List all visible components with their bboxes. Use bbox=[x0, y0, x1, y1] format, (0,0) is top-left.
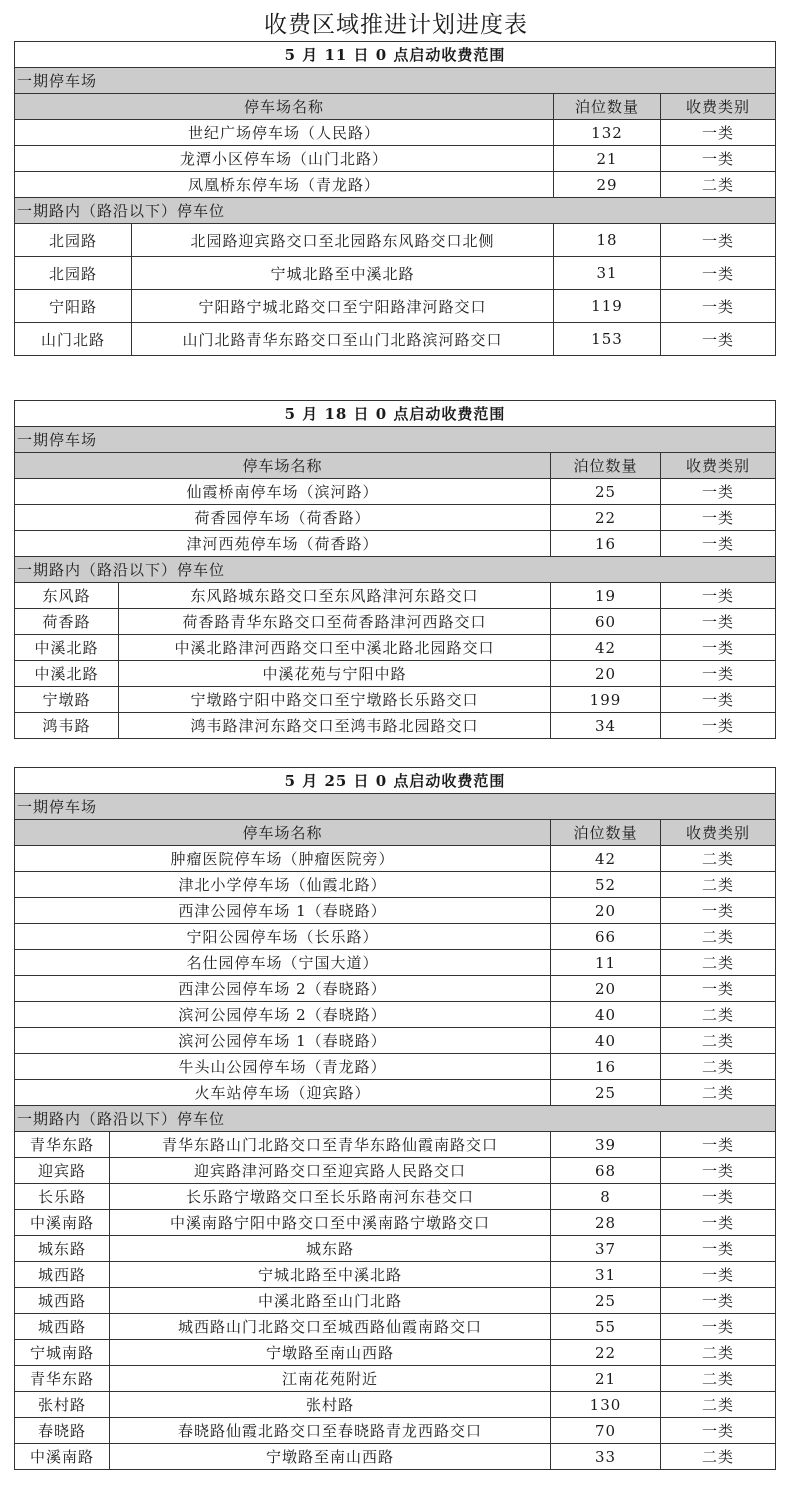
road-section: 荷香路青华东路交口至荷香路津河西路交口 bbox=[119, 609, 551, 635]
street-spaces: 21 bbox=[551, 1366, 661, 1392]
road-section: 鸿韦路津河东路交口至鸿韦路北园路交口 bbox=[119, 713, 551, 739]
lot-category: 一类 bbox=[661, 479, 776, 505]
table-row bbox=[15, 713, 776, 739]
street-spaces: 34 bbox=[551, 713, 661, 739]
street-category: 二类 bbox=[661, 1340, 776, 1366]
group-row bbox=[15, 1106, 776, 1132]
table-row bbox=[15, 583, 776, 609]
column-header-category: 收费类别 bbox=[661, 94, 776, 120]
lot-name: 滨河公园停车场 2（春晓路） bbox=[15, 1002, 551, 1028]
lot-spaces: 16 bbox=[551, 531, 661, 557]
lot-name: 仙霞桥南停车场（滨河路） bbox=[15, 479, 551, 505]
road-section: 城东路 bbox=[110, 1236, 551, 1262]
table-row bbox=[15, 257, 776, 290]
road-section: 宁城北路至中溪北路 bbox=[132, 257, 554, 290]
table-row bbox=[15, 976, 776, 1002]
street-category: 一类 bbox=[661, 635, 776, 661]
road-section: 迎宾路津河路交口至迎宾路人民路交口 bbox=[110, 1158, 551, 1184]
road-section: 北园路迎宾路交口至北园路东风路交口北侧 bbox=[132, 224, 554, 257]
road-name: 中溪北路 bbox=[15, 635, 119, 661]
group-row bbox=[15, 68, 776, 94]
column-header-row bbox=[15, 94, 776, 120]
lot-spaces: 11 bbox=[551, 950, 661, 976]
street-category: 一类 bbox=[661, 1210, 776, 1236]
street-spaces: 22 bbox=[551, 1340, 661, 1366]
street-spaces: 39 bbox=[551, 1132, 661, 1158]
street-spaces: 19 bbox=[551, 583, 661, 609]
schedule-section-3 bbox=[14, 767, 776, 1470]
street-spaces: 28 bbox=[551, 1210, 661, 1236]
lot-category: 二类 bbox=[661, 172, 776, 198]
road-name: 山门北路 bbox=[15, 323, 132, 356]
section-heading: 5 月 11 日 0 点启动收费范围 bbox=[15, 42, 776, 68]
road-name: 青华东路 bbox=[15, 1366, 110, 1392]
lot-spaces: 40 bbox=[551, 1028, 661, 1054]
table-row bbox=[15, 635, 776, 661]
lots-group-label: 一期停车场 bbox=[15, 427, 776, 453]
lot-category: 二类 bbox=[661, 950, 776, 976]
road-name: 城西路 bbox=[15, 1314, 110, 1340]
table-row bbox=[15, 1028, 776, 1054]
street-spaces: 119 bbox=[554, 290, 661, 323]
street-group-label: 一期路内（路沿以下）停车位 bbox=[15, 1106, 776, 1132]
table-row bbox=[15, 846, 776, 872]
road-name: 中溪南路 bbox=[15, 1210, 110, 1236]
street-spaces: 8 bbox=[551, 1184, 661, 1210]
table-row bbox=[15, 290, 776, 323]
street-spaces: 130 bbox=[551, 1392, 661, 1418]
table-row bbox=[15, 609, 776, 635]
street-spaces: 31 bbox=[551, 1262, 661, 1288]
lot-spaces: 16 bbox=[551, 1054, 661, 1080]
street-spaces: 20 bbox=[551, 661, 661, 687]
street-spaces: 60 bbox=[551, 609, 661, 635]
lot-category: 二类 bbox=[661, 924, 776, 950]
table-row bbox=[15, 479, 776, 505]
table-row bbox=[15, 1132, 776, 1158]
column-header-name: 停车场名称 bbox=[15, 820, 551, 846]
road-name: 荷香路 bbox=[15, 609, 119, 635]
street-spaces: 31 bbox=[554, 257, 661, 290]
lot-spaces: 66 bbox=[551, 924, 661, 950]
road-name: 宁城南路 bbox=[15, 1340, 110, 1366]
table-row bbox=[15, 687, 776, 713]
street-category: 二类 bbox=[661, 1444, 776, 1470]
table-row bbox=[15, 1236, 776, 1262]
table-row bbox=[15, 1184, 776, 1210]
road-section: 城西路山门北路交口至城西路仙霞南路交口 bbox=[110, 1314, 551, 1340]
lot-name: 肿瘤医院停车场（肿瘤医院旁） bbox=[15, 846, 551, 872]
street-spaces: 25 bbox=[551, 1288, 661, 1314]
street-category: 一类 bbox=[661, 1236, 776, 1262]
street-spaces: 37 bbox=[551, 1236, 661, 1262]
lot-category: 二类 bbox=[661, 1054, 776, 1080]
road-section: 宁墩路至南山西路 bbox=[110, 1444, 551, 1470]
lot-name: 火车站停车场（迎宾路） bbox=[15, 1080, 551, 1106]
road-name: 北园路 bbox=[15, 257, 132, 290]
road-name: 城西路 bbox=[15, 1288, 110, 1314]
table-row bbox=[15, 1054, 776, 1080]
road-section: 宁城北路至中溪北路 bbox=[110, 1262, 551, 1288]
group-row bbox=[15, 557, 776, 583]
column-header-spaces: 泊位数量 bbox=[554, 94, 661, 120]
lot-category: 一类 bbox=[661, 146, 776, 172]
street-category: 一类 bbox=[661, 1132, 776, 1158]
road-name: 春晓路 bbox=[15, 1418, 110, 1444]
lot-name: 荷香园停车场（荷香路） bbox=[15, 505, 551, 531]
road-name: 张村路 bbox=[15, 1392, 110, 1418]
table-row bbox=[15, 224, 776, 257]
road-section: 宁墩路宁阳中路交口至宁墩路长乐路交口 bbox=[119, 687, 551, 713]
street-spaces: 42 bbox=[551, 635, 661, 661]
section-heading: 5 月 25 日 0 点启动收费范围 bbox=[15, 768, 776, 794]
schedule-section-2 bbox=[14, 400, 776, 739]
street-spaces: 153 bbox=[554, 323, 661, 356]
road-section: 中溪北路至山门北路 bbox=[110, 1288, 551, 1314]
section-heading-row bbox=[15, 42, 776, 68]
street-category: 一类 bbox=[661, 661, 776, 687]
street-category: 一类 bbox=[661, 1184, 776, 1210]
column-header-row bbox=[15, 453, 776, 479]
road-section: 青华东路山门北路交口至青华东路仙霞南路交口 bbox=[110, 1132, 551, 1158]
road-name: 长乐路 bbox=[15, 1184, 110, 1210]
lot-name: 凤凰桥东停车场（青龙路） bbox=[15, 172, 554, 198]
road-name: 城东路 bbox=[15, 1236, 110, 1262]
lot-category: 二类 bbox=[661, 872, 776, 898]
table-row bbox=[15, 1392, 776, 1418]
street-spaces: 68 bbox=[551, 1158, 661, 1184]
lot-category: 一类 bbox=[661, 976, 776, 1002]
lot-spaces: 40 bbox=[551, 1002, 661, 1028]
street-spaces: 33 bbox=[551, 1444, 661, 1470]
street-category: 一类 bbox=[661, 583, 776, 609]
lot-name: 宁阳公园停车场（长乐路） bbox=[15, 924, 551, 950]
table-row bbox=[15, 531, 776, 557]
table-row bbox=[15, 1288, 776, 1314]
column-header-name: 停车场名称 bbox=[15, 453, 551, 479]
lot-name: 滨河公园停车场 1（春晓路） bbox=[15, 1028, 551, 1054]
lot-spaces: 21 bbox=[554, 146, 661, 172]
section-heading: 5 月 18 日 0 点启动收费范围 bbox=[15, 401, 776, 427]
table-row bbox=[15, 661, 776, 687]
road-section: 长乐路宁墩路交口至长乐路南河东巷交口 bbox=[110, 1184, 551, 1210]
lot-name: 名仕园停车场（宁国大道） bbox=[15, 950, 551, 976]
street-category: 一类 bbox=[661, 713, 776, 739]
street-category: 二类 bbox=[661, 1366, 776, 1392]
table-row bbox=[15, 950, 776, 976]
table-row bbox=[15, 1340, 776, 1366]
road-name: 鸿韦路 bbox=[15, 713, 119, 739]
column-header-spaces: 泊位数量 bbox=[551, 820, 661, 846]
section-heading-row bbox=[15, 401, 776, 427]
column-header-category: 收费类别 bbox=[661, 453, 776, 479]
lot-name: 世纪广场停车场（人民路） bbox=[15, 120, 554, 146]
table-row bbox=[15, 1314, 776, 1340]
road-section: 山门北路青华东路交口至山门北路滨河路交口 bbox=[132, 323, 554, 356]
road-section: 东风路城东路交口至东风路津河东路交口 bbox=[119, 583, 551, 609]
street-spaces: 18 bbox=[554, 224, 661, 257]
table-row bbox=[15, 1210, 776, 1236]
table-row bbox=[15, 1158, 776, 1184]
column-header-row bbox=[15, 820, 776, 846]
street-spaces: 70 bbox=[551, 1418, 661, 1444]
street-spaces: 199 bbox=[551, 687, 661, 713]
road-section: 宁墩路至南山西路 bbox=[110, 1340, 551, 1366]
road-name: 东风路 bbox=[15, 583, 119, 609]
table-row bbox=[15, 146, 776, 172]
column-header-spaces: 泊位数量 bbox=[551, 453, 661, 479]
lot-category: 一类 bbox=[661, 531, 776, 557]
lot-name: 牛头山公园停车场（青龙路） bbox=[15, 1054, 551, 1080]
lots-group-label: 一期停车场 bbox=[15, 794, 776, 820]
lot-spaces: 29 bbox=[554, 172, 661, 198]
table-row bbox=[15, 898, 776, 924]
road-name: 中溪北路 bbox=[15, 661, 119, 687]
table-row bbox=[15, 172, 776, 198]
lot-spaces: 22 bbox=[551, 505, 661, 531]
street-category: 二类 bbox=[661, 1392, 776, 1418]
table-row bbox=[15, 505, 776, 531]
street-spaces: 55 bbox=[551, 1314, 661, 1340]
road-section: 春晓路仙霞北路交口至春晓路青龙西路交口 bbox=[110, 1418, 551, 1444]
table-row bbox=[15, 872, 776, 898]
street-category: 一类 bbox=[661, 323, 776, 356]
lot-spaces: 20 bbox=[551, 976, 661, 1002]
table-row bbox=[15, 1418, 776, 1444]
table-row bbox=[15, 924, 776, 950]
street-category: 一类 bbox=[661, 1314, 776, 1340]
street-category: 一类 bbox=[661, 1158, 776, 1184]
road-name: 迎宾路 bbox=[15, 1158, 110, 1184]
lot-category: 二类 bbox=[661, 1080, 776, 1106]
lot-spaces: 20 bbox=[551, 898, 661, 924]
lot-category: 一类 bbox=[661, 120, 776, 146]
lot-category: 二类 bbox=[661, 846, 776, 872]
table-row bbox=[15, 1002, 776, 1028]
lot-category: 一类 bbox=[661, 898, 776, 924]
road-name: 北园路 bbox=[15, 224, 132, 257]
lot-category: 二类 bbox=[661, 1028, 776, 1054]
street-group-label: 一期路内（路沿以下）停车位 bbox=[15, 557, 776, 583]
road-section: 中溪南路宁阳中路交口至中溪南路宁墩路交口 bbox=[110, 1210, 551, 1236]
street-category: 一类 bbox=[661, 609, 776, 635]
road-section: 江南花苑附近 bbox=[110, 1366, 551, 1392]
lot-spaces: 25 bbox=[551, 1080, 661, 1106]
street-category: 一类 bbox=[661, 224, 776, 257]
street-category: 一类 bbox=[661, 290, 776, 323]
street-category: 一类 bbox=[661, 687, 776, 713]
lot-name: 西津公园停车场 1（春晓路） bbox=[15, 898, 551, 924]
lot-category: 一类 bbox=[661, 505, 776, 531]
street-group-label: 一期路内（路沿以下）停车位 bbox=[15, 198, 776, 224]
lots-group-label: 一期停车场 bbox=[15, 68, 776, 94]
lot-spaces: 132 bbox=[554, 120, 661, 146]
road-name: 城西路 bbox=[15, 1262, 110, 1288]
road-section: 中溪北路津河西路交口至中溪北路北园路交口 bbox=[119, 635, 551, 661]
street-category: 一类 bbox=[661, 1288, 776, 1314]
road-section: 张村路 bbox=[110, 1392, 551, 1418]
page-title: 收费区域推进计划进度表 bbox=[264, 12, 528, 38]
road-section: 中溪花苑与宁阳中路 bbox=[119, 661, 551, 687]
section-heading-row bbox=[15, 768, 776, 794]
lot-name: 西津公园停车场 2（春晓路） bbox=[15, 976, 551, 1002]
column-header-category: 收费类别 bbox=[661, 820, 776, 846]
table-row bbox=[15, 120, 776, 146]
street-category: 一类 bbox=[661, 1262, 776, 1288]
street-category: 一类 bbox=[661, 257, 776, 290]
table-row bbox=[15, 323, 776, 356]
lot-spaces: 52 bbox=[551, 872, 661, 898]
column-header-name: 停车场名称 bbox=[15, 94, 554, 120]
table-row bbox=[15, 1262, 776, 1288]
lot-category: 二类 bbox=[661, 1002, 776, 1028]
schedule-section-1 bbox=[14, 41, 776, 356]
road-name: 宁阳路 bbox=[15, 290, 132, 323]
table-row bbox=[15, 1080, 776, 1106]
road-section: 宁阳路宁城北路交口至宁阳路津河路交口 bbox=[132, 290, 554, 323]
table-row bbox=[15, 1444, 776, 1470]
street-category: 一类 bbox=[661, 1418, 776, 1444]
lot-spaces: 42 bbox=[551, 846, 661, 872]
table-row bbox=[15, 1366, 776, 1392]
road-name: 青华东路 bbox=[15, 1132, 110, 1158]
lot-name: 龙潭小区停车场（山门北路） bbox=[15, 146, 554, 172]
lot-name: 津北小学停车场（仙霞北路） bbox=[15, 872, 551, 898]
lot-name: 津河西苑停车场（荷香路） bbox=[15, 531, 551, 557]
road-name: 中溪南路 bbox=[15, 1444, 110, 1470]
group-row bbox=[15, 794, 776, 820]
group-row bbox=[15, 198, 776, 224]
lot-spaces: 25 bbox=[551, 479, 661, 505]
road-name: 宁墩路 bbox=[15, 687, 119, 713]
group-row bbox=[15, 427, 776, 453]
